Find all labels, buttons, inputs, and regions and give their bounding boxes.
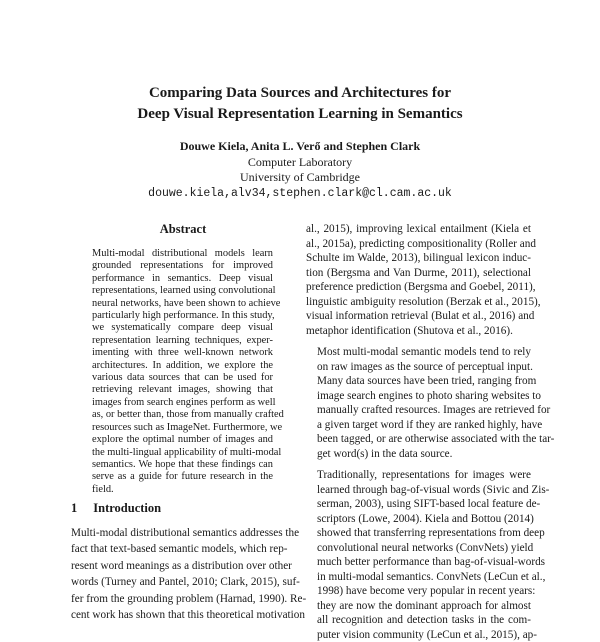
right-column: [306, 222, 531, 642]
text-line: cent work has shown that this theoretical motivation: [71, 607, 283, 623]
text-line: semantics. We hope that these findings can: [92, 459, 273, 471]
text-line: linguistic ambiguity resolution (Berzak et al., 2015),: [306, 295, 531, 310]
text-line: Traditionally, representations for images were: [306, 468, 531, 483]
text-line: metaphor identification (Shutova et al., 2016).: [306, 324, 531, 339]
title-line: Deep Visual Representation Learning in Semantics: [0, 104, 600, 125]
text-line: neural networks, have been shown to achieve: [92, 298, 273, 310]
text-line: convolutional neural networks (ConvNets) yield: [306, 541, 531, 556]
text-line: Multi-modal distributional models learn: [92, 248, 273, 260]
text-line: been tagged, or are otherwise associated with the tar-: [306, 432, 531, 447]
text-line: preference prediction (Bergsma and Goebel, 2011),: [306, 280, 531, 295]
affiliation: Computer Laboratory: [0, 155, 600, 171]
text-line: they are now the dominant approach for almost: [306, 599, 531, 614]
text-line: 1998) have become very popular in recent years:: [306, 584, 531, 599]
paragraph: [306, 345, 531, 461]
author-emails: douwe.kiela,alv34,stephen.clark@cl.cam.ac.uk: [0, 186, 600, 202]
paper-title: [0, 83, 600, 125]
text-line: various data sources that can be used for: [92, 372, 273, 384]
abstract-body: [92, 248, 273, 496]
text-line: a given target word if they are ranked highly, have: [306, 418, 531, 433]
text-line: words (Turney and Pantel, 2010; Clark, 2015), suf-: [71, 574, 283, 590]
section-number: 1: [71, 501, 77, 515]
text-line: serman, 2003), using SIFT-based local feature de-: [306, 497, 531, 512]
text-line: get word(s) in the data source.: [306, 447, 531, 462]
text-line: representations, learned using convolutional: [92, 285, 273, 297]
text-line: Many data sources have been tried, ranging from: [306, 374, 531, 389]
text-line: images from search engines perform as well: [92, 397, 273, 409]
text-line: al., 2015a), predicting compositionality (Roller and: [306, 237, 531, 252]
text-line: Most multi-modal semantic models tend to rely: [306, 345, 531, 360]
text-line: field.: [92, 484, 273, 496]
text-line: explore the optimal number of images and: [92, 434, 273, 446]
section-title: Introduction: [93, 501, 161, 515]
text-line: imenting with three well-known network: [92, 347, 273, 359]
text-line: retrieving relevant images, showing that: [92, 384, 273, 396]
text-line: Multi-modal distributional semantics addresses the: [71, 525, 283, 541]
text-line: visual information retrieval (Bulat et al., 2016) and: [306, 309, 531, 324]
text-line: on raw images as the source of perceptual input.: [306, 360, 531, 375]
text-line: resources such as ImageNet. Furthermore, we: [92, 422, 273, 434]
text-line: resent word meanings as a distribution over other: [71, 558, 283, 574]
text-line: Schulte im Walde, 2013), bilingual lexicon induc-: [306, 251, 531, 266]
title-line: Comparing Data Sources and Architectures for: [0, 83, 600, 104]
text-line: much better performance than bag-of-visual-words: [306, 555, 531, 570]
text-line: learned through bag-of-visual words (Sivic and Zis-: [306, 483, 531, 498]
text-line: representation learning techniques, exper-: [92, 335, 273, 347]
text-line: fact that text-based semantic models, which rep-: [71, 541, 283, 557]
text-line: manually crafted resources. Images are retrieved for: [306, 403, 531, 418]
text-line: scriptors (Lowe, 2004). Kiela and Bottou (2014): [306, 512, 531, 527]
text-line: grounded representations for improved: [92, 260, 273, 272]
introduction-body: [71, 525, 283, 623]
text-line: performance in semantics. Deep visual: [92, 273, 273, 285]
text-line: the multi-lingual applicability of multi-modal: [92, 447, 273, 459]
text-line: tion (Bergsma and Van Durme, 2011), selectional: [306, 266, 531, 281]
text-line: showed that transferring representations from deep: [306, 526, 531, 541]
text-line: architectures. In addition, we explore the: [92, 360, 273, 372]
paragraph: [306, 468, 531, 642]
text-line: in multi-modal semantics. ConvNets (LeCun et al.,: [306, 570, 531, 585]
text-line: image search engines to photo sharing websites to: [306, 389, 531, 404]
text-line: puter vision community (LeCun et al., 2015), ap-: [306, 628, 531, 642]
text-line: al., 2015), improving lexical entailment (Kiela et: [306, 222, 531, 237]
text-line: we systematically compare deep visual: [92, 322, 273, 334]
text-line: serve as a guide for future research in the: [92, 471, 273, 483]
author-names: Douwe Kiela, Anita L. Verő and Stephen Clark: [0, 139, 600, 155]
text-line: as, or better than, those from manually crafted: [92, 409, 273, 421]
affiliation: University of Cambridge: [0, 170, 600, 186]
text-line: all recognition and detection tasks in the com-: [306, 613, 531, 628]
section-heading-introduction: [71, 501, 177, 516]
abstract-heading: Abstract: [72, 222, 294, 237]
paragraph: [306, 222, 531, 338]
text-line: particularly high performance. In this study,: [92, 310, 273, 322]
author-block: [0, 139, 600, 201]
text-line: fer from the grounding problem (Harnad, 1990). Re-: [71, 591, 283, 607]
